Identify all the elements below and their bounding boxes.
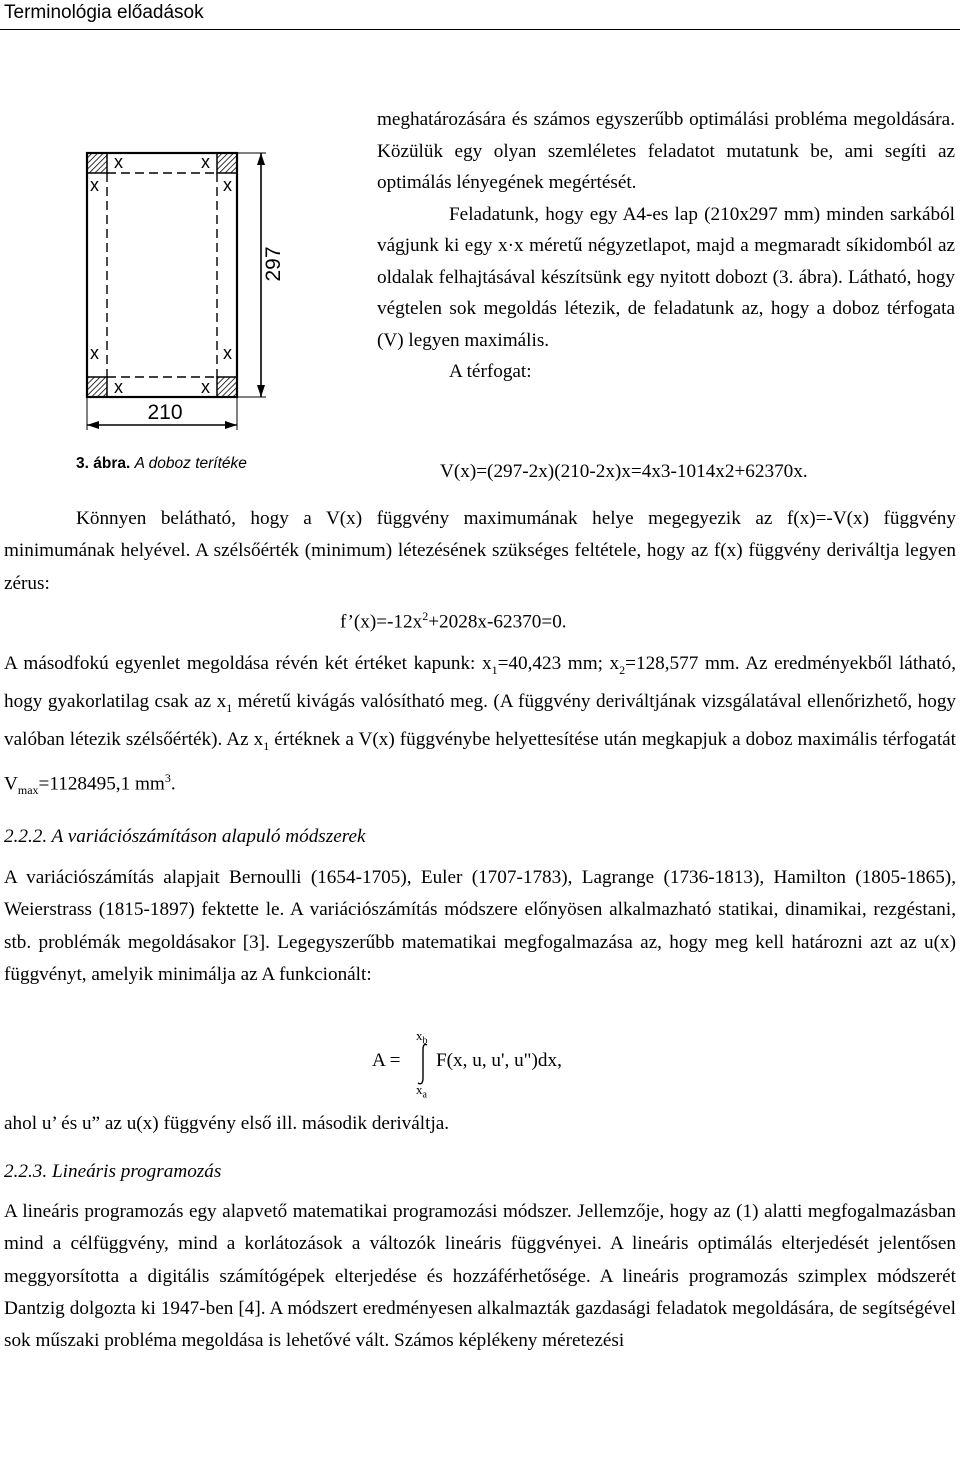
derivative-equation: $f’(x)=-12x^2+2028x-62370=0$. — [340, 609, 567, 633]
paragraph: A lineáris programozás egy alapvető matematikai programozási módszer. Jellemzője, hogy az (1) alatti megfogalmazásban mind a célfüggvény, mind a korlátozások a változók lineáris függvényei. A lineáris optimálás elterjedését jelentősen meggyorsította a digitális számítógépek elterjedése és hozzáférhetősége. A lineáris programozás szimplex módszerét Dantzig dolgozta ki 1947-ben [4]. A módszert eredményesen alkalmazták gazdasági feladatok megoldására, de segítségével sok műszaki probléma megoldása is lehetővé vált. Számos képlékeny méretezési — [4, 1201, 956, 1352]
corner-square — [87, 153, 107, 173]
box-net-figure — [76, 146, 286, 446]
integral-upper: $x_b$ — [416, 1028, 428, 1047]
x-label: x — [201, 152, 210, 172]
corner-square — [87, 377, 107, 397]
page-header — [0, 0, 960, 30]
x-label: x — [223, 343, 232, 363]
x-label: x — [114, 377, 123, 397]
right-column-text — [377, 104, 955, 388]
body-text — [4, 648, 956, 807]
body-text — [4, 1108, 956, 1140]
paragraph: A variációszámítás alapjait Bernoulli (1654-1705), Euler (1707-1783), Lagrange (1736-1813), Hamilton (1805-1865), Weierstrass (1815-1897) fektette le. A variációszámítás módszere előnyösen alkalmazható statikai, dinamikai, rezgéstani, stb. problémák megoldásakor [3]. Legegyszerűbb matematikai megfogalmazása az, hogy meg kell határozni azt az u(x) függvényt, amelyik minimálja az A funkcionált: — [4, 867, 956, 985]
section-heading: 2.2.3. Lineáris programozás — [4, 1161, 222, 1182]
header-title: Terminológia előadások — [4, 2, 204, 23]
caption-text: A doboz terítéke — [134, 455, 247, 472]
integrand: F(x, u, u', u")dx, — [436, 1050, 562, 1071]
body-text — [4, 862, 956, 991]
x-label: x — [114, 152, 123, 172]
corner-square — [217, 377, 237, 397]
body-text — [4, 503, 956, 600]
box-net-drawing — [76, 146, 286, 446]
corner-square — [217, 153, 237, 173]
paragraph: ahol u’ és u” az u(x) függvény első ill. második deriváltja. — [4, 1113, 450, 1134]
x-label: x — [201, 377, 210, 397]
x-label: x — [223, 175, 232, 195]
caption-number: 3. ábra. — [76, 455, 131, 472]
integral-lhs: A = — [372, 1050, 401, 1071]
sheet-outline — [87, 153, 237, 397]
paragraph: A másodfokú egyenlet megoldása révén két értéket kapunk: $x_1=40,423$ mm; $x_2=128,577$ mm. Az eredményekből látható, hogy gyakorlatilag csak az $x_1$ méretű kivágás valósítható meg. (A függvény deriváltjának vizsgálatával ellenőrizhető, hogy valóban létezik szélsőérték). Az $x_1$ értéknek a V(x) függvénybe helyettesítése után megkapjuk a doboz maximális térfogatát $V_{max}=1128495,1$ $mm^3$. — [4, 653, 957, 798]
paragraph: Könnyen belátható, hogy a V(x) függvény maximumának helye megegyezik az f(x)=-V(x) függvény minimumának helyével. A szélsőérték (minimum) létezésének szükséges feltétele, hogy az f(x) függvény deriváltja legyen zérus: — [4, 508, 956, 594]
paragraph: A térfogat: — [449, 361, 532, 382]
height-label: 297 — [262, 246, 285, 282]
integral-lower: $x_a$ — [416, 1082, 427, 1101]
functional-integral — [370, 1028, 630, 1101]
paragraph: Feladatunk, hogy egy A4-es lap (210x297 mm) minden sarkából vágjunk ki egy x·x méretű négyzetlapot, majd a megmaradt síkidomból az oldalak felhajtásával készítsünk egy nyitott dobozt (3. ábra). Látható, hogy végtelen sok megoldás létezik, de feladatunk az, hogy a doboz térfogata (V) legyen maximális. — [377, 203, 955, 351]
width-label: 210 — [147, 401, 183, 424]
x-label: x — [90, 343, 99, 363]
volume-formula: V(x)=(297-2x)(210-2x)x=4x3-1014x2+62370x. — [440, 461, 808, 482]
integral-sign-icon — [416, 1042, 430, 1086]
figure-caption — [76, 455, 247, 473]
paragraph: meghatározására és számos egyszerűbb optimálási probléma megoldására. Közülük egy olyan szemléletes feladatot mutatunk be, ami segíti az optimálás lényegének megértését. — [377, 109, 955, 193]
section-heading: 2.2.2. A variációszámításon alapuló módszerek — [4, 826, 366, 847]
x-label: x — [90, 175, 99, 195]
body-text — [4, 1196, 956, 1357]
